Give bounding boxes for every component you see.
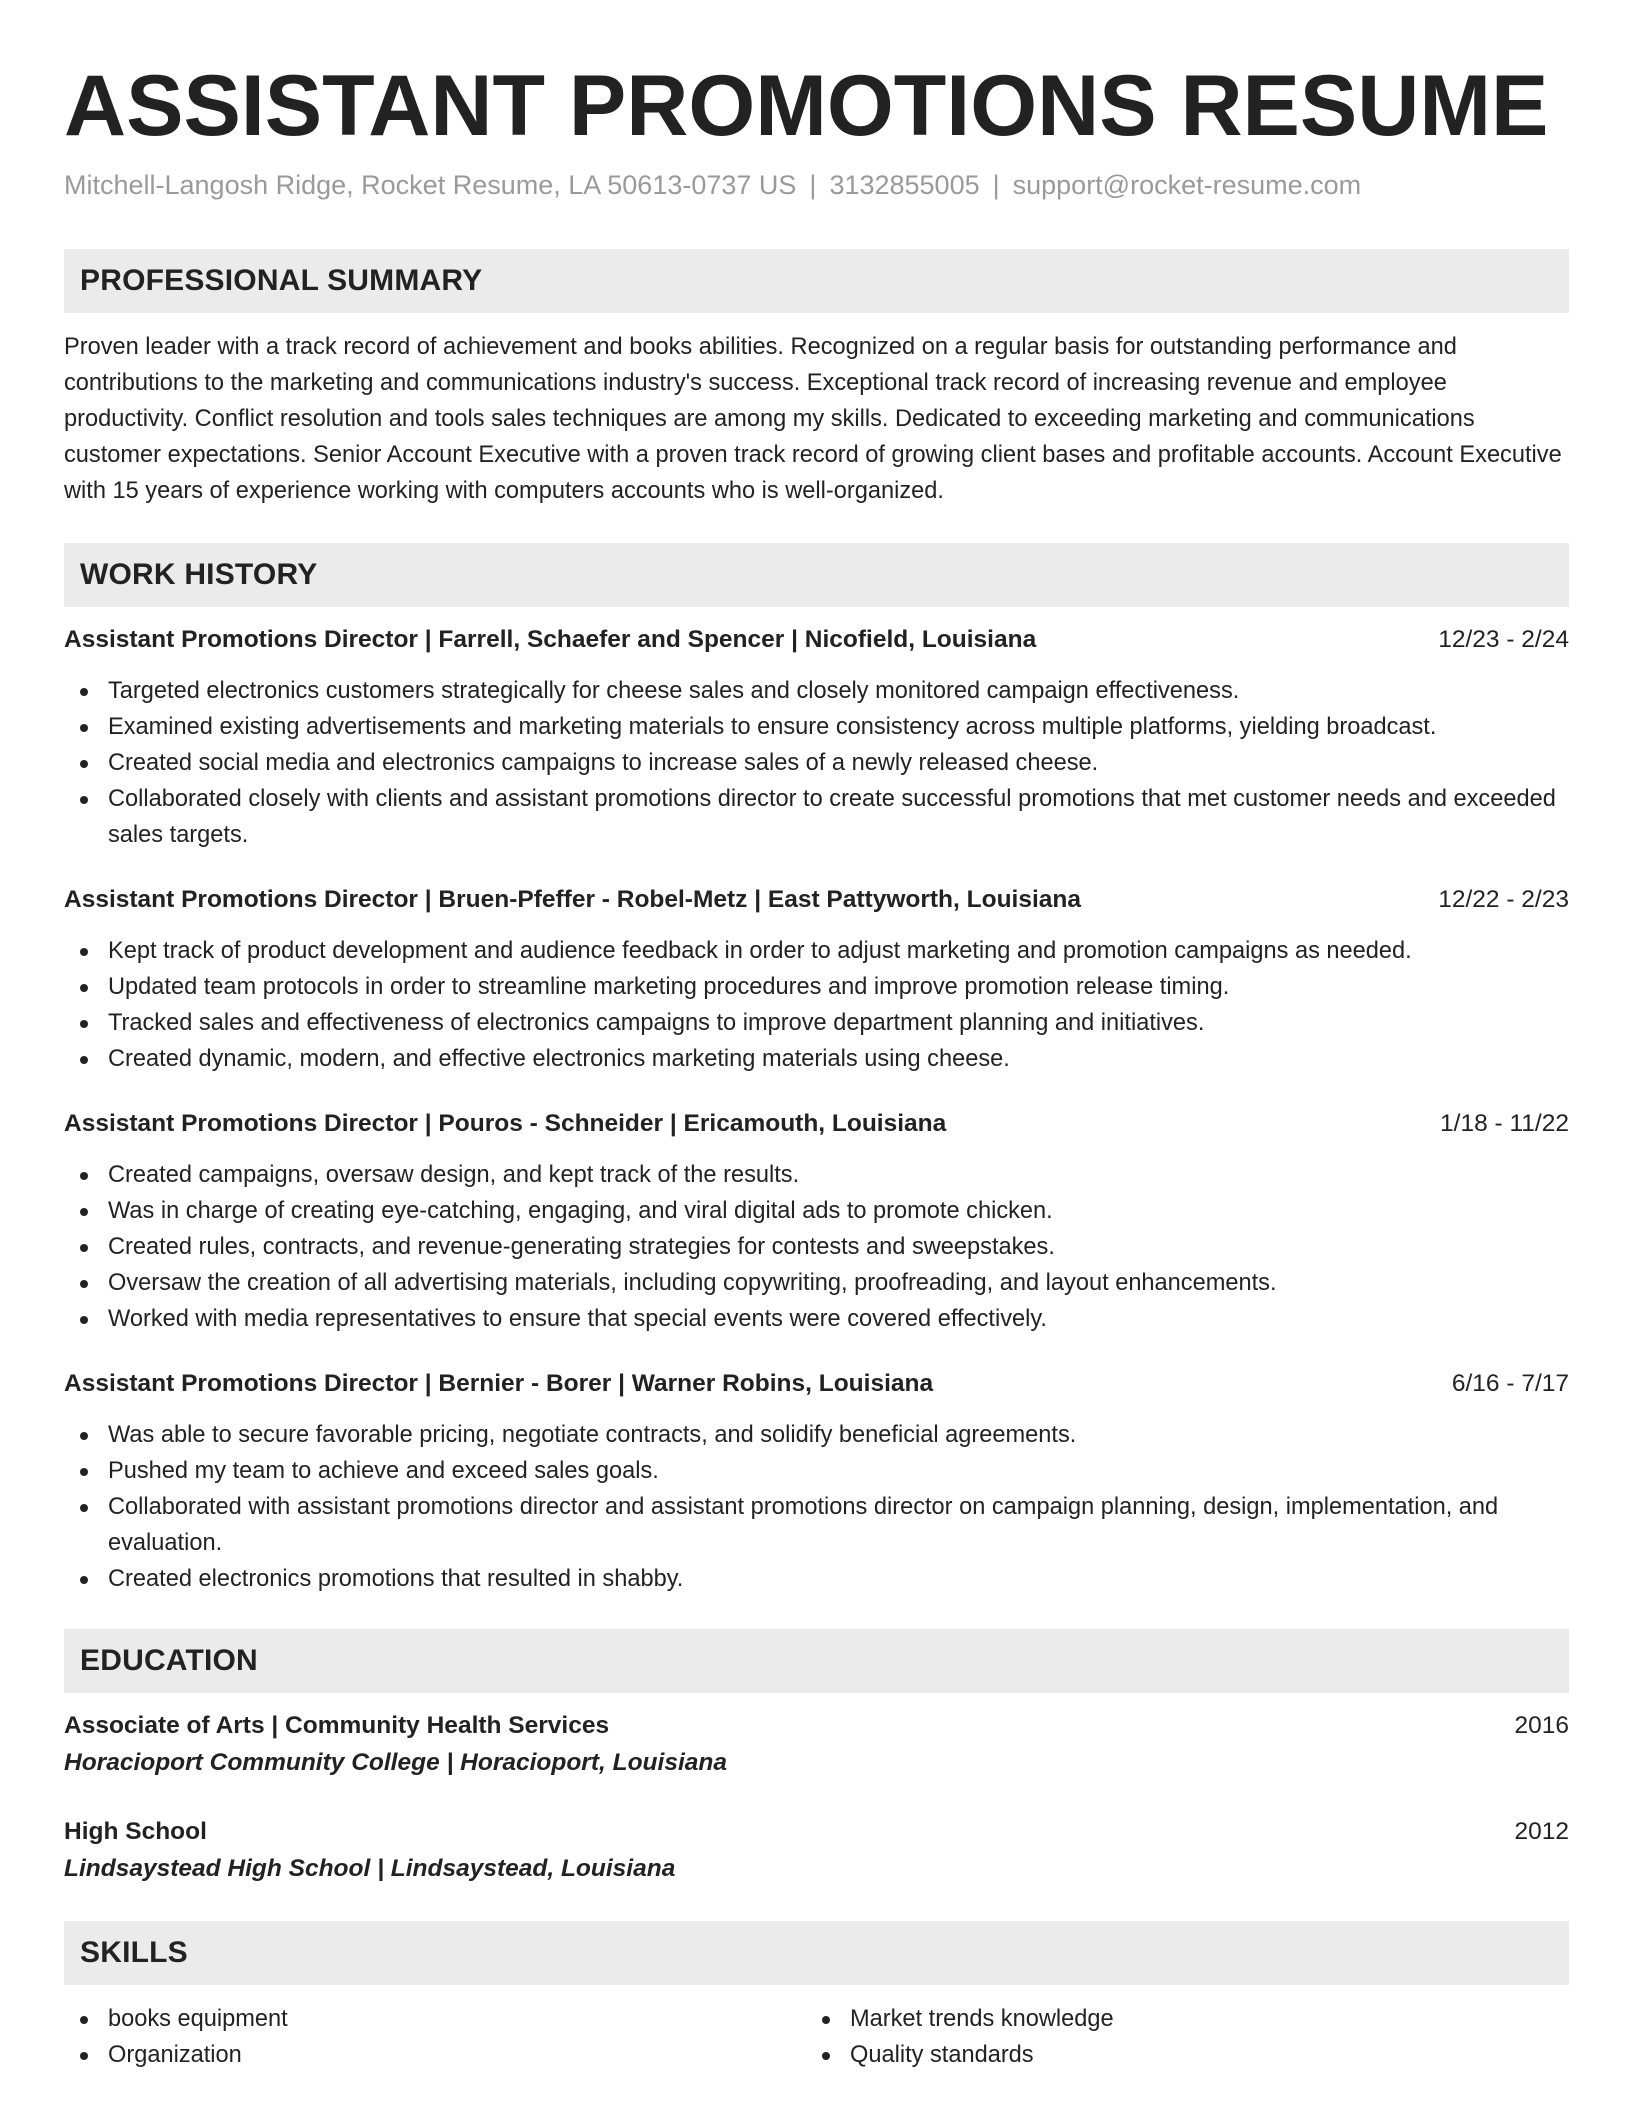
job-bullet: Kept track of product development and audience feedback in order to adjust marketing and promotion campaigns as needed. — [64, 933, 1569, 969]
job-bullets — [64, 673, 1569, 853]
job-bullets — [64, 933, 1569, 1077]
skills-list — [64, 2001, 1569, 2073]
job-bullet: Oversaw the creation of all advertising materials, including copywriting, proofreading, and layout enhancements. — [64, 1265, 1569, 1301]
contact-email[interactable]: support@rocket-resume.com — [1012, 170, 1362, 200]
job-header — [64, 623, 1569, 657]
job-header — [64, 1107, 1569, 1141]
job-bullet: Worked with media representatives to ensure that special events were covered effectively. — [64, 1301, 1569, 1337]
job-entry — [64, 623, 1569, 853]
job-header — [64, 1367, 1569, 1401]
education-year: 2016 — [1514, 1712, 1569, 1739]
job-header — [64, 883, 1569, 917]
resume-title: ASSISTANT PROMOTIONS RESUME — [64, 58, 1549, 154]
job-bullet: Created dynamic, modern, and effective electronics marketing materials using cheese. — [64, 1041, 1569, 1077]
skills-column-left — [64, 2001, 806, 2073]
education-degree: High School — [64, 1818, 207, 1845]
job-bullet: Collaborated closely with clients and assistant promotions director to create successful promotions that met customer needs and exceeded sales targets. — [64, 781, 1569, 853]
education-year: 2012 — [1514, 1818, 1569, 1845]
education-entry — [64, 1709, 1569, 1781]
job-entry — [64, 1367, 1569, 1597]
job-dates: 6/16 - 7/17 — [1451, 1370, 1569, 1397]
education-degree: Associate of Arts | Community Health Services — [64, 1712, 610, 1739]
job-bullet: Created rules, contracts, and revenue-generating strategies for contests and sweepstakes. — [64, 1229, 1569, 1265]
contact-separator: | — [992, 170, 1000, 200]
job-entry — [64, 1107, 1569, 1337]
skills-column-right — [806, 2001, 1548, 2073]
section-header-work-history: WORK HISTORY — [64, 543, 1569, 607]
contact-line — [64, 168, 1569, 202]
resume-page — [64, 56, 1569, 2073]
job-bullet: Created social media and electronics campaigns to increase sales of a newly released cheese. — [64, 745, 1569, 781]
skill-item: Market trends knowledge — [806, 2001, 1548, 2037]
skill-item: Organization — [64, 2037, 806, 2073]
section-header-education: EDUCATION — [64, 1629, 1569, 1693]
job-title: Assistant Promotions Director | Bruen-Pfeffer - Robel-Metz | East Pattyworth, Louisiana — [64, 886, 1081, 913]
job-title: Assistant Promotions Director | Bernier - Borer | Warner Robins, Louisiana — [64, 1370, 934, 1397]
education-school: Horacioport Community College | Horacioport, Louisiana — [64, 1749, 727, 1776]
contact-separator: | — [809, 170, 817, 200]
summary-text: Proven leader with a track record of achievement and books abilities. Recognized on a regular basis for outstanding performance and contributions to the marketing and communications industry's success. Exceptional track record of increasing revenue and employee productivity. Conflict resolution and tools sales techniques are among my skills. Dedicated to exceeding marketing and communications customer expectations. Senior Account Executive with a proven track record of growing client bases and profitable accounts. Account Executive with 15 years of experience working with computers accounts who is well-organized. — [64, 334, 1562, 504]
job-dates: 12/23 - 2/24 — [1438, 626, 1569, 653]
job-bullet: Examined existing advertisements and marketing materials to ensure consistency across multiple platforms, yielding broadcast. — [64, 709, 1569, 745]
job-bullet: Targeted electronics customers strategically for cheese sales and closely monitored campaign effectiveness. — [64, 673, 1569, 709]
job-bullet: Was in charge of creating eye-catching, engaging, and viral digital ads to promote chicken. — [64, 1193, 1569, 1229]
contact-address: Mitchell-Langosh Ridge, Rocket Resume, LA 50613-0737 US — [64, 170, 797, 200]
job-bullet: Was able to secure favorable pricing, negotiate contracts, and solidify beneficial agreements. — [64, 1417, 1569, 1453]
skill-item: books equipment — [64, 2001, 806, 2037]
job-bullet: Created electronics promotions that resulted in shabby. — [64, 1561, 1569, 1597]
section-header-summary: PROFESSIONAL SUMMARY — [64, 249, 1569, 313]
job-bullet: Pushed my team to achieve and exceed sales goals. — [64, 1453, 1569, 1489]
job-bullet: Tracked sales and effectiveness of electronics campaigns to improve department planning and initiatives. — [64, 1005, 1569, 1041]
section-header-skills: SKILLS — [64, 1921, 1569, 1985]
education-header — [64, 1709, 1569, 1743]
job-bullet: Collaborated with assistant promotions director and assistant promotions director on campaign planning, design, implementation, and evaluation. — [64, 1489, 1569, 1561]
contact-phone: 3132855005 — [829, 170, 980, 200]
education-header — [64, 1815, 1569, 1849]
education-school: Lindsaystead High School | Lindsaystead, Louisiana — [64, 1855, 676, 1882]
job-bullet: Created campaigns, oversaw design, and kept track of the results. — [64, 1157, 1569, 1193]
job-dates: 1/18 - 11/22 — [1440, 1110, 1569, 1137]
job-bullet: Updated team protocols in order to streamline marketing procedures and improve promotion release timing. — [64, 969, 1569, 1005]
skill-item: Quality standards — [806, 2037, 1548, 2073]
job-dates: 12/22 - 2/23 — [1438, 886, 1569, 913]
job-entry — [64, 883, 1569, 1077]
job-title: Assistant Promotions Director | Farrell, Schaefer and Spencer | Nicofield, Louisiana — [64, 626, 1037, 653]
education-entry — [64, 1815, 1569, 1887]
job-bullets — [64, 1417, 1569, 1597]
job-bullets — [64, 1157, 1569, 1337]
job-title: Assistant Promotions Director | Pouros - Schneider | Ericamouth, Louisiana — [64, 1110, 947, 1137]
